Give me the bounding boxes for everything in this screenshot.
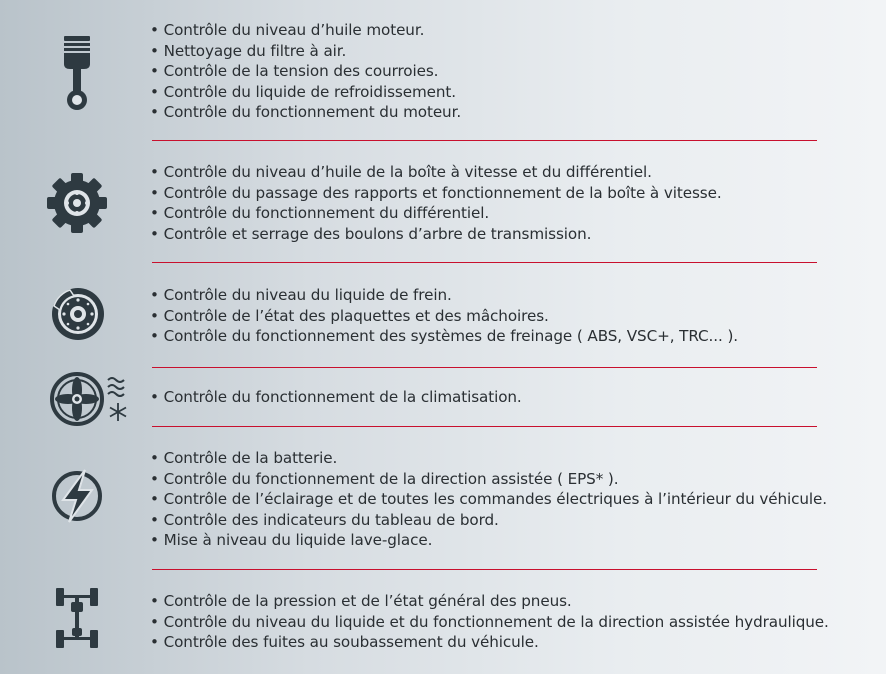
divider (152, 426, 817, 427)
list-item: • Contrôle de la tension des courroies. (150, 61, 461, 82)
list-item: • Contrôle du fonctionnement de la direction assistée ( EPS* ). (150, 469, 827, 490)
electrique-list (150, 448, 827, 551)
fan-snowflake-icon (50, 372, 132, 426)
chassis-list (150, 591, 829, 653)
list-item: • Contrôle des indicateurs du tableau de bord. (150, 510, 827, 531)
transmission-list (150, 162, 722, 244)
list-item: • Contrôle de la pression et de l’état général des pneus. (150, 591, 829, 612)
list-item: • Contrôle du passage des rapports et fonctionnement de la boîte à vitesse. (150, 183, 722, 204)
piston-icon (56, 36, 100, 112)
climatisation-list (150, 387, 522, 408)
divider (152, 140, 817, 141)
list-item: • Contrôle de l’éclairage et de toutes les commandes électriques à l’intérieur du véhicule. (150, 489, 827, 510)
divider (152, 569, 817, 570)
list-item: • Contrôle du fonctionnement de la climatisation. (150, 387, 522, 408)
list-item: • Contrôle de la batterie. (150, 448, 827, 469)
list-item: • Contrôle du liquide de refroidissement. (150, 82, 461, 103)
list-item: • Contrôle du fonctionnement des systèmes de freinage ( ABS, VSC+, TRC... ). (150, 326, 738, 347)
moteur-list (150, 20, 461, 123)
lightning-icon (50, 468, 104, 524)
freins-list (150, 285, 738, 347)
list-item: • Contrôle et serrage des boulons d’arbre de transmission. (150, 224, 722, 245)
list-item: • Contrôle du niveau du liquide de frein. (150, 285, 738, 306)
chassis-icon (56, 588, 98, 648)
list-item: • Contrôle du niveau d’huile moteur. (150, 20, 461, 41)
list-item: • Contrôle du fonctionnement du moteur. (150, 102, 461, 123)
list-item: • Mise à niveau du liquide lave-glace. (150, 530, 827, 551)
list-item: • Contrôle du niveau d’huile de la boîte à vitesse et du différentiel. (150, 162, 722, 183)
brake-disc-icon (50, 286, 106, 342)
divider (152, 367, 817, 368)
divider (152, 262, 817, 263)
list-item: • Contrôle du niveau du liquide et du fonctionnement de la direction assistée hydraulique. (150, 612, 829, 633)
list-item: • Nettoyage du filtre à air. (150, 41, 461, 62)
list-item: • Contrôle de l’état des plaquettes et des mâchoires. (150, 306, 738, 327)
list-item: • Contrôle du fonctionnement du différentiel. (150, 203, 722, 224)
list-item: • Contrôle des fuites au soubassement du véhicule. (150, 632, 829, 653)
gear-icon (46, 172, 108, 234)
